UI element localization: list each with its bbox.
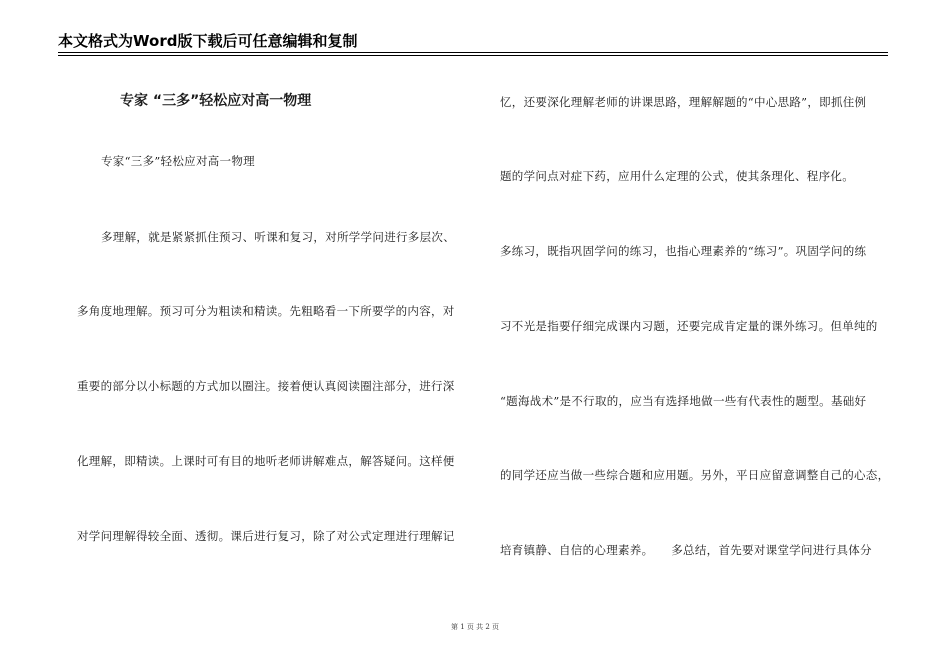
- header-rule-bottom: [58, 55, 888, 56]
- left-line-1: 专家“三多”轻松应对高一物理: [101, 154, 255, 168]
- right-line-2: 题的学问点对症下药，应用什么定理的公式，使其条理化、程序化。: [500, 169, 854, 183]
- right-line-6: 的同学还应当做一些综合题和应用题。另外，平日应留意调整自己的心态，: [500, 468, 890, 482]
- left-line-6: 对学问理解得较全面、透彻。课后进行复习，除了对公式定理进行理解记: [77, 529, 455, 543]
- right-line-5: “题海战术”是不行取的，应当有选择地做一些有代表性的题型。基础好: [500, 394, 867, 408]
- left-line-2: 多理解，就是紧紧抓住预习、听课和复习，对所学学问进行多层次、: [101, 230, 455, 244]
- right-line-3: 多练习，既指巩固学问的练习，也指心理素养的“练习”。巩固学问的练: [500, 244, 867, 258]
- right-line-4: 习不光是指要仔细完成课内习题，还要完成肯定量的课外练习。但单纯的: [500, 319, 878, 333]
- document-title: 专家 “三多”轻松应对高一物理: [120, 93, 312, 109]
- right-line-7: 培育镇静、自信的心理素养。 多总结，首先要对课堂学问进行具体分: [500, 543, 872, 557]
- page-indicator: 第 1 页 共 2 页: [450, 623, 500, 631]
- right-line-1: 忆，还要深化理解老师的讲课思路，理解解题的“中心思路”，即抓住例: [500, 95, 867, 109]
- left-line-5: 化理解，即精读。上课时可有目的地听老师讲解难点，解答疑问。这样便: [77, 454, 455, 468]
- download-banner: 本文格式为Word版下载后可任意编辑和复制: [58, 32, 358, 50]
- left-line-3: 多角度地理解。预习可分为粗读和精读。先粗略看一下所要学的内容，对: [77, 304, 455, 318]
- left-line-4: 重要的部分以小标题的方式加以圈注。接着便认真阅读圈注部分，进行深: [77, 379, 455, 393]
- header-rule-top: [58, 52, 888, 53]
